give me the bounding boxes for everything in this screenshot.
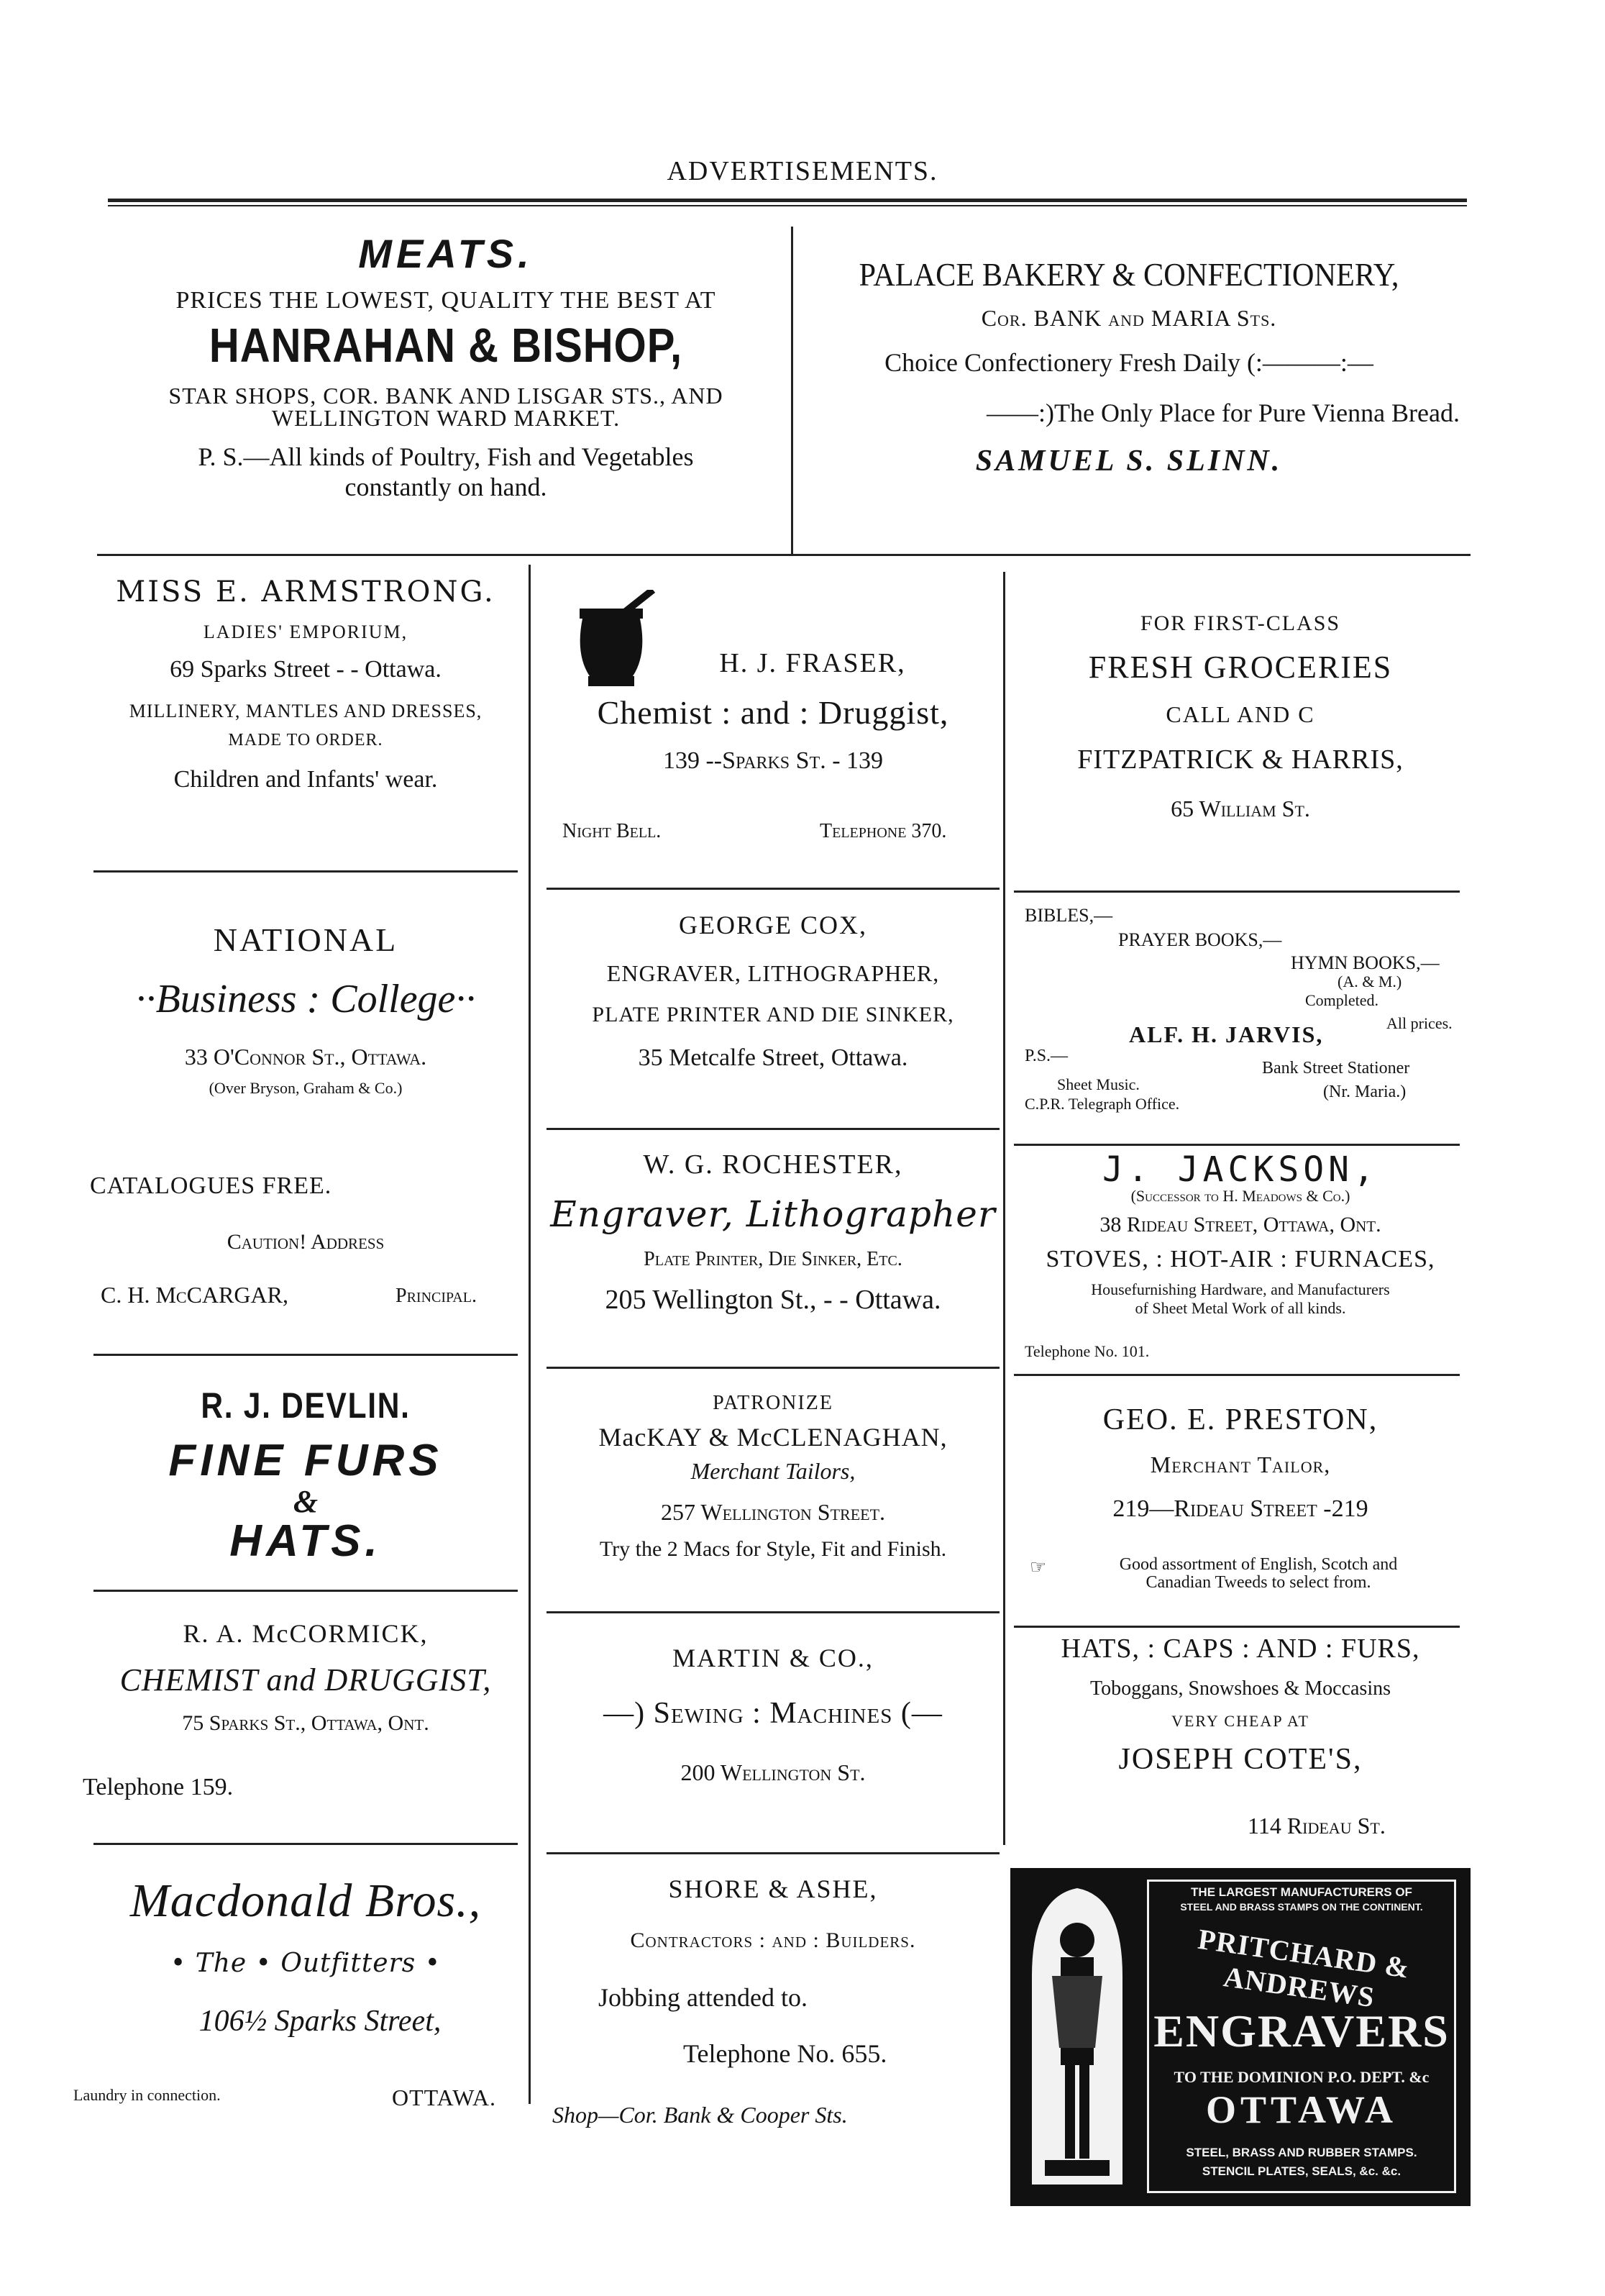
preston-line2: Canadian Tweeds to select from.	[1146, 1573, 1371, 1592]
ad-armstrong	[86, 575, 525, 793]
national-role: Principal.	[395, 1285, 477, 1307]
rule-r3	[1014, 1374, 1460, 1376]
rule-l4	[93, 1843, 518, 1845]
ad-cox	[547, 910, 1000, 1072]
jackson-succ: (Successor to H. Meadows & Co.)	[1130, 1187, 1350, 1205]
armstrong-addr: 69 Sparks Street - - Ottawa.	[170, 656, 442, 683]
national-caution: Caution! Address	[227, 1230, 385, 1254]
armstrong-sub: LADIES' EMPORIUM,	[203, 621, 408, 642]
mackay-pat: PATRONIZE	[713, 1392, 833, 1414]
martin-trade: —) Sewing : Machines (—	[603, 1697, 943, 1730]
ad-devlin	[86, 1385, 525, 1567]
national-name: C. H. McCARGAR,	[101, 1282, 288, 1308]
cox-line1: ENGRAVER, LITHOGRAPHER,	[606, 960, 940, 986]
national-over: (Over Bryson, Graham & Co.)	[209, 1079, 403, 1097]
palace-line1: Choice Confectionery Fresh Daily (:———:—	[884, 348, 1373, 377]
jackson-line1: Housefurnishing Hardware, and Manufacturers	[1091, 1280, 1390, 1298]
mackay-addr: 257 Wellington Street.	[660, 1499, 886, 1525]
rule-m3	[547, 1367, 1000, 1369]
ad-fraser	[547, 647, 1000, 775]
fraser-name: H. J. FRASER,	[719, 648, 906, 678]
rule-m4	[547, 1611, 1000, 1613]
devlin-amp: &	[293, 1484, 319, 1519]
cote-line2: Toboggans, Snowshoes & Moccasins	[1089, 1677, 1391, 1700]
national-cat: CATALOGUES FREE.	[90, 1172, 332, 1199]
ad-national	[86, 921, 525, 1098]
jarvis-prayer: PRAYER BOOKS,—	[1118, 929, 1282, 950]
devlin-name: R. J. DEVLIN.	[201, 1385, 411, 1426]
fitz-line3: CALL AND C	[1166, 701, 1315, 727]
ad-palace	[798, 255, 1460, 478]
shore-job: Jobbing attended to.	[598, 1983, 808, 2012]
cote-line1: HATS, : CAPS : AND : FURS,	[1061, 1634, 1420, 1664]
header-rule	[108, 199, 1467, 202]
pointing-hand-icon: ☞	[1030, 1557, 1047, 1577]
devlin-fine: FINE FURS	[168, 1436, 443, 1485]
preston-notes	[1053, 1555, 1463, 1593]
ad-preston	[1014, 1403, 1467, 1523]
macdonald-addr: 106½ Sparks Street,	[198, 2005, 442, 2038]
ad-meats	[108, 230, 784, 502]
armstrong-line3: Children and Infants' wear.	[173, 766, 438, 793]
divider-right	[1003, 572, 1005, 1845]
national-line1: NATIONAL	[213, 921, 398, 958]
rule-m5	[547, 1852, 1000, 1854]
macdonald-outfit: • The • Outfitters •	[170, 1949, 441, 1978]
preston-trade: Merchant Tailor,	[1150, 1452, 1331, 1477]
jackson-stoves: STOVES, : HOT-AIR : FURNACES,	[1046, 1246, 1435, 1272]
jarvis-bibles: BIBLES,—	[1025, 905, 1113, 926]
armstrong-title: MISS E. ARMSTRONG.	[116, 575, 495, 609]
rule-l3	[93, 1590, 518, 1592]
meats-ps2: constantly on hand.	[344, 473, 547, 501]
page-header: ADVERTISEMENTS.	[667, 156, 938, 186]
rule-m1	[547, 888, 1000, 890]
preston-addr: 219—Rideau Street -219	[1112, 1495, 1368, 1522]
rule-r2	[1014, 1144, 1460, 1146]
pritchard-top1: THE LARGEST MANUFACTURERS OF	[1191, 1885, 1412, 1899]
fitz-line1: FOR FIRST-CLASS	[1140, 611, 1341, 635]
national-line2: ··Business : College··	[135, 977, 476, 1021]
meats-line2: STAR SHOPS, COR. BANK AND LISGAR STS., AND	[168, 383, 723, 409]
macdonald-name: Macdonald Bros.,	[129, 1874, 482, 1927]
national-addr: 33 O'Connor St., Ottawa.	[184, 1044, 427, 1070]
jarvis-am: (A. & M.)	[1338, 972, 1402, 990]
cox-addr: 35 Metcalfe Street, Ottawa.	[638, 1044, 908, 1071]
jackson-line2: of Sheet Metal Work of all kinds.	[1135, 1299, 1346, 1317]
meats-title: MEATS.	[358, 231, 534, 276]
jackson-addr: 38 Rideau Street, Ottawa, Ont.	[1099, 1213, 1381, 1236]
pritchard-dept: TO THE DOMINION P.O. DEPT. &c	[1174, 2068, 1430, 2086]
mccormick-trade: CHEMIST and DRUGGIST,	[119, 1662, 492, 1698]
mackay-trade: Merchant Tailors,	[690, 1458, 856, 1484]
ad-jackson	[1014, 1149, 1467, 1318]
pritchard-arc: PRITCHARD & ANDREWS	[1196, 1922, 1412, 2014]
rochester-line1: Plate Printer, Die Sinker, Etc.	[644, 1248, 902, 1270]
pritchard-ad	[1010, 1868, 1471, 2206]
ad-mackay	[547, 1392, 1000, 1562]
row-rule-1	[97, 554, 1471, 556]
jarvis-allprices: All prices.	[1386, 1014, 1453, 1032]
armstrong-line1: MILLINERY, MANTLES AND DRESSES,	[129, 701, 483, 721]
jarvis-cpr: C.P.R. Telegraph Office.	[1025, 1095, 1180, 1113]
fraser-tel: Telephone 370.	[820, 820, 947, 842]
rule-m2	[547, 1128, 1000, 1130]
fitz-line2: FRESH GROCERIES	[1088, 650, 1393, 685]
jarvis-bankst: Bank Street Stationer	[1262, 1059, 1410, 1078]
meats-line1: PRICES THE LOWEST, QUALITY THE BEST AT	[175, 287, 716, 314]
jarvis-nr: (Nr. Maria.)	[1323, 1083, 1407, 1101]
armstrong-line2: MADE TO ORDER.	[228, 731, 383, 750]
preston-name: GEO. E. PRESTON,	[1102, 1403, 1378, 1436]
mackay-name: MacKAY & McCLENAGHAN,	[598, 1423, 948, 1452]
ad-mccormick	[79, 1618, 532, 1736]
pritchard-bot1: STEEL, BRASS AND RUBBER STAMPS.	[1186, 2146, 1417, 2159]
macdonald-city: OTTAWA.	[392, 2085, 496, 2110]
engraved-knight-icon	[1023, 1882, 1131, 2192]
rule-l1	[93, 870, 518, 873]
palace-line2: ——:)The Only Place for Pure Vienna Bread.	[987, 398, 1460, 427]
shore-shop: Shop—Cor. Bank & Cooper Sts.	[552, 2102, 848, 2128]
header-rule-thin	[108, 205, 1467, 206]
mccormick-tel: Telephone 159.	[83, 1774, 234, 1800]
rule-r4	[1014, 1626, 1460, 1628]
shore-tel: Telephone No. 655.	[683, 2039, 887, 2068]
jarvis-name: ALF. H. JARVIS,	[1129, 1021, 1324, 1047]
fitz-addr: 65 William St.	[1171, 796, 1310, 821]
fraser-addr: 139 --Sparks St. - 139	[662, 747, 884, 774]
divider-top	[791, 227, 793, 554]
martin-name: MARTIN & CO.,	[672, 1644, 874, 1672]
jackson-tel: Telephone No. 101.	[1025, 1342, 1150, 1360]
cox-name: GEORGE COX,	[679, 911, 867, 939]
ad-martin	[547, 1643, 1000, 1786]
meats-ps1: P. S.—All kinds of Poultry, Fish and Vegetables	[198, 442, 694, 471]
shore-trade: Contractors : and : Builders.	[630, 1928, 916, 1952]
rochester-trade: Engraver, Lithographer	[550, 1193, 996, 1235]
ad-rochester	[547, 1149, 1000, 1316]
pritchard-top2: STEEL AND BRASS STAMPS ON THE CONTINENT.	[1180, 1901, 1423, 1913]
martin-addr: 200 Wellington St.	[680, 1759, 866, 1785]
jarvis-completed: Completed.	[1305, 991, 1379, 1009]
pritchard-eng: ENGRAVERS	[1153, 2005, 1450, 2056]
rule-l2	[93, 1354, 518, 1356]
rochester-addr: 205 Wellington St., - - Ottawa.	[605, 1285, 941, 1315]
ad-cote	[1010, 1633, 1471, 1777]
preston-line1: Good assortment of English, Scotch and	[1119, 1555, 1398, 1574]
devlin-hats: HATS.	[229, 1516, 382, 1566]
meats-line3: WELLINGTON WARD MARKET.	[271, 405, 621, 431]
meats-name: HANRAHAN & BISHOP,	[209, 319, 683, 373]
rochester-name: W. G. ROCHESTER,	[643, 1149, 903, 1180]
palace-addr: Cor. BANK and MARIA Sts.	[981, 305, 1277, 331]
jackson-name: J. JACKSON,	[1102, 1149, 1378, 1190]
mccormick-addr: 75 Sparks St., Ottawa, Ont.	[182, 1711, 429, 1735]
fraser-trade: Chemist : and : Druggist,	[597, 694, 949, 731]
ad-shore	[547, 1874, 1000, 1953]
pritchard-city: OTTAWA	[1205, 2088, 1398, 2131]
fitz-name: FITZPATRICK & HARRIS,	[1077, 744, 1404, 775]
mackay-try: Try the 2 Macs for Style, Fit and Finish.	[599, 1537, 947, 1561]
palace-sig: SAMUEL S. SLINN.	[975, 445, 1283, 478]
cote-line3: VERY CHEAP AT	[1171, 1712, 1309, 1730]
jarvis-ps: P.S.—	[1025, 1047, 1069, 1065]
rule-r1	[1014, 890, 1460, 893]
cote-name: JOSEPH COTE'S,	[1118, 1743, 1363, 1776]
cox-line2: PLATE PRINTER AND DIE SINKER,	[592, 1003, 954, 1026]
jarvis-hymn: HYMN BOOKS,—	[1291, 952, 1440, 973]
ad-fitzpatrick	[1014, 611, 1467, 822]
divider-left	[529, 565, 531, 2104]
shore-name: SHORE & ASHE,	[668, 1874, 878, 1903]
ad-macdonald	[79, 1874, 532, 2038]
palace-title: PALACE BAKERY & CONFECTIONERY,	[859, 256, 1399, 293]
cote-addr: 114 Rideau St.	[1248, 1813, 1386, 1839]
mccormick-name: R. A. McCORMICK,	[183, 1619, 429, 1648]
fraser-night: Night Bell.	[562, 820, 662, 842]
jarvis-music: Sheet Music.	[1057, 1075, 1140, 1093]
macdonald-laundry: Laundry in connection.	[73, 2086, 221, 2104]
pritchard-bot2: STENCIL PLATES, SEALS, &c. &c.	[1202, 2164, 1401, 2178]
